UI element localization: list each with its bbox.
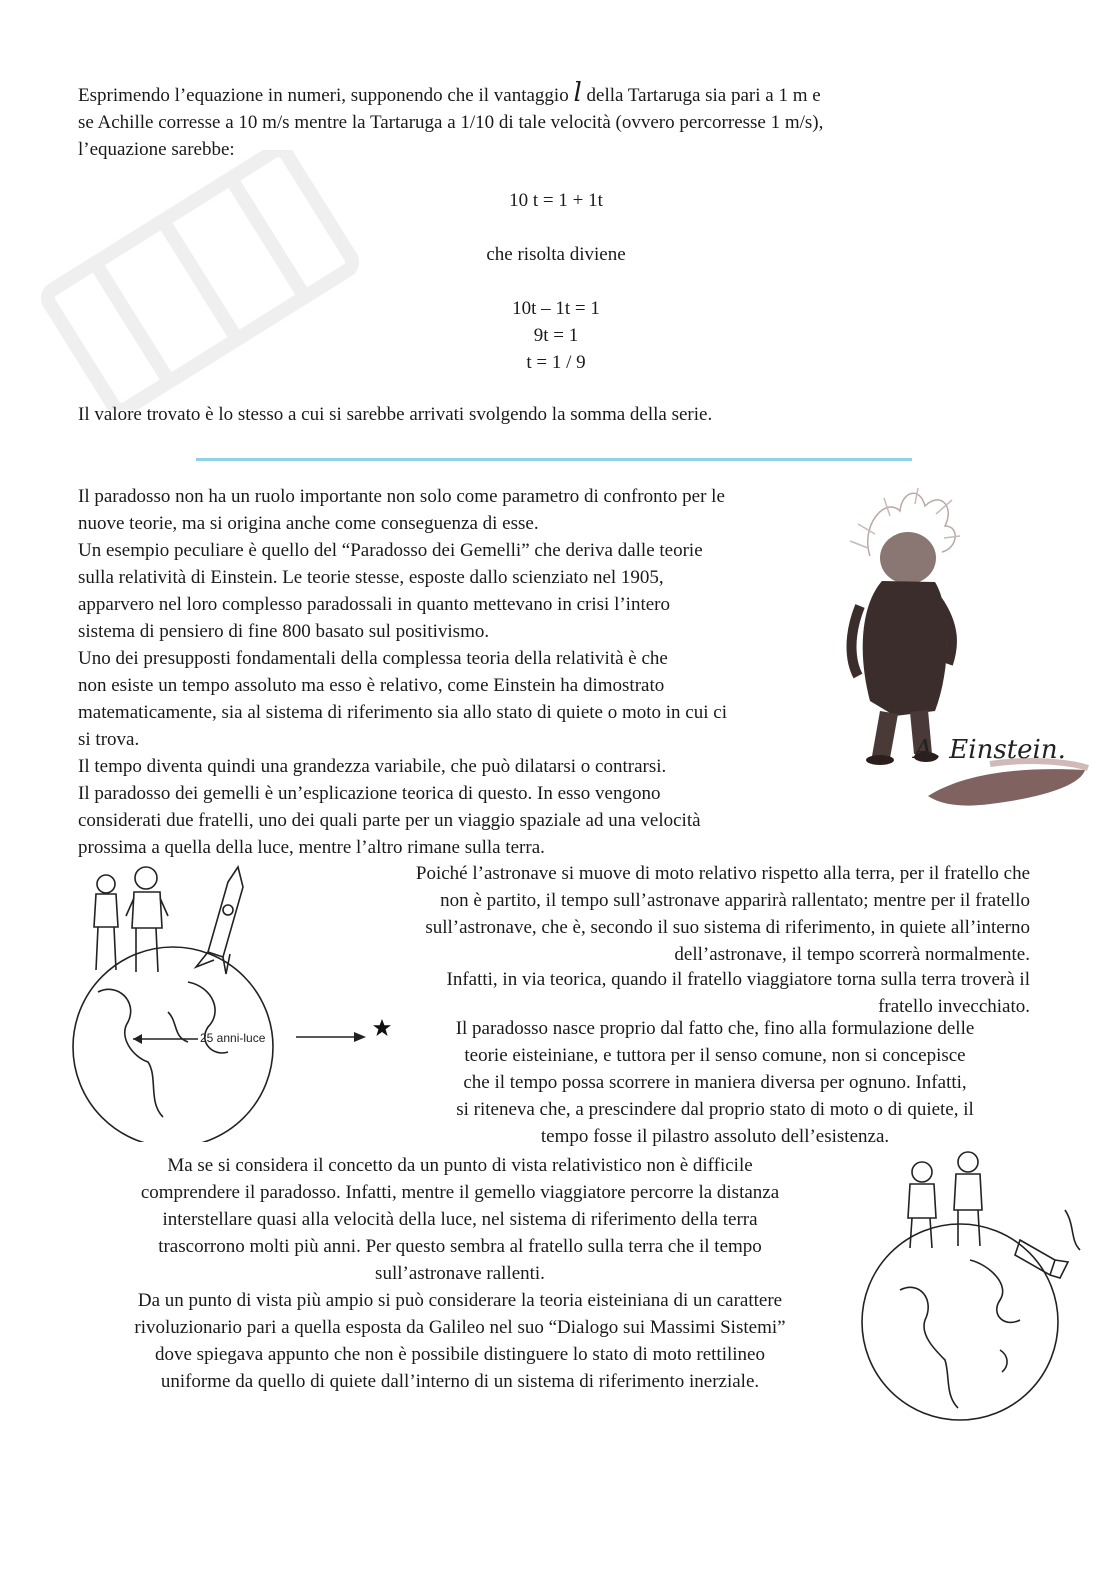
common-sense-paragraph xyxy=(400,1015,1030,1150)
text-line: sulla relatività di Einstein. Le teorie stesse, esposte dallo scienziato nel 1905, xyxy=(78,567,664,588)
equation-3: 9t = 1 xyxy=(533,325,579,346)
text-line: Uno dei presupposti fondamentali della complessa teoria della relatività è che xyxy=(78,648,668,669)
equation-1: 10 t = 1 + 1t xyxy=(509,190,603,211)
relative-motion-paragraph xyxy=(290,860,1030,968)
intro-paragraph: Esprimendo l’equazione in numeri, supponendo che il vantaggio l della Tartaruga sia pari a 1 m e se Achille corresse a 10 m/s mentre la Tartaruga a 1/10 di tale velocità (ovvero percorresse 1 m/s), l’equazione sarebbe: xyxy=(78,78,824,160)
text-line: si trova. xyxy=(78,729,140,750)
equation-4: t = 1 / 9 xyxy=(526,352,586,373)
twins-globe-illustration-2 xyxy=(850,1150,1090,1430)
star-icon xyxy=(372,1018,392,1038)
solved-label: che risolta diviene xyxy=(486,244,626,265)
text-line: dove spiegava appunto che non è possibile distinguere lo stato di moto rettilineo xyxy=(155,1344,765,1365)
einstein-caricature-illustration xyxy=(840,486,1090,816)
text-line: tempo fosse il pilastro assoluto dell’esistenza. xyxy=(540,1126,890,1147)
text-line: nuove teorie, ma si origina anche come conseguenza di esse. xyxy=(78,513,539,534)
text-line: comprendere il paradosso. Infatti, mentre il gemello viaggiatore percorre la distanza xyxy=(140,1182,780,1203)
text-line: trascorrono molti più anni. Per questo sembra al fratello sulla terra che il tempo xyxy=(158,1236,762,1257)
text-line: Il paradosso non ha un ruolo importante non solo come parametro di confronto per le xyxy=(78,486,725,507)
text-line: non è partito, il tempo sull’astronave apparirà rallentato; mentre per il fratello xyxy=(440,890,1030,911)
text-line: che il tempo possa scorrere in maniera diversa per ognuno. Infatti, xyxy=(463,1072,967,1093)
text-line: Da un punto di vista più ampio si può considerare la teoria eisteiniana di un carattere xyxy=(137,1290,783,1311)
einstein-signature: A. Einstein. xyxy=(914,735,1066,765)
text-line: sistema di pensiero di fine 800 basato sul positivismo. xyxy=(78,621,490,642)
section-divider xyxy=(196,458,912,461)
text-line: uniforme da quello di quiete dall’interno di un sistema di riferimento inerziale. xyxy=(160,1371,760,1392)
result-text: Il valore trovato è lo stesso a cui si sarebbe arrivati svolgendo la somma della serie. xyxy=(78,404,713,425)
relativistic-view-paragraph xyxy=(70,1152,850,1395)
variable-l: l xyxy=(573,78,582,108)
text-line: Ma se si considera il concetto da un punto di vista relativistico non è difficile xyxy=(167,1155,753,1176)
text-line: teorie eisteiniane, e tuttora per il senso comune, non si concepisce xyxy=(464,1045,966,1066)
text-line: interstellare quasi alla velocità della luce, nel sistema di riferimento della terra xyxy=(162,1209,758,1230)
text-line: Poiché l’astronave si muove di moto relativo rispetto alla terra, per il fratello che xyxy=(415,863,1030,884)
text-line: sull’astronave, che è, secondo il suo sistema di riferimento, in quiete all’interno xyxy=(425,917,1030,938)
text-line: Il paradosso dei gemelli è un’esplicazione teorica di questo. In esso vengono xyxy=(78,783,661,804)
returning-traveler-paragraph xyxy=(340,966,1030,1020)
text-line: non esiste un tempo assoluto ma esso è relativo, come Einstein ha dimostrato xyxy=(78,675,665,696)
text-line: considerati due fratelli, uno dei quali parte per un viaggio spaziale ad una velocità xyxy=(78,810,701,831)
text-line: Il tempo diventa quindi una grandezza variabile, che può dilatarsi o contrarsi. xyxy=(78,756,667,777)
text-line: matematicamente, sia al sistema di riferimento sia allo stato di quiete o moto in cui ci xyxy=(78,702,727,723)
text-line: fratello invecchiato. xyxy=(878,996,1030,1017)
twins-globe-illustration xyxy=(38,862,378,1142)
text-line: Un esempio peculiare è quello del “Paradosso dei Gemelli” che deriva dalle teorie xyxy=(78,540,703,561)
text-line: dell’astronave, il tempo scorrerà normalmente. xyxy=(674,944,1030,965)
distance-label: 25 anni-luce xyxy=(200,1031,266,1045)
twins-paradox-section xyxy=(78,483,858,861)
equation-2: 10t – 1t = 1 xyxy=(512,298,600,319)
text-line: rivoluzionario pari a quella esposta da Galileo nel suo “Dialogo sui Massimi Sistemi” xyxy=(134,1317,786,1338)
text-line: prossima a quella della luce, mentre l’altro rimane sulla terra. xyxy=(78,837,545,858)
text-line: Infatti, in via teorica, quando il fratello viaggiatore torna sulla terra troverà il xyxy=(446,969,1030,990)
text-line: Il paradosso nasce proprio dal fatto che, fino alla formulazione delle xyxy=(455,1018,975,1039)
text-line: si riteneva che, a prescindere dal proprio stato di moto o di quiete, il xyxy=(456,1099,974,1120)
text-line: apparvero nel loro complesso paradossali in quanto mettevano in crisi l’intero xyxy=(78,594,670,615)
text-line: sull’astronave rallenti. xyxy=(375,1263,545,1284)
